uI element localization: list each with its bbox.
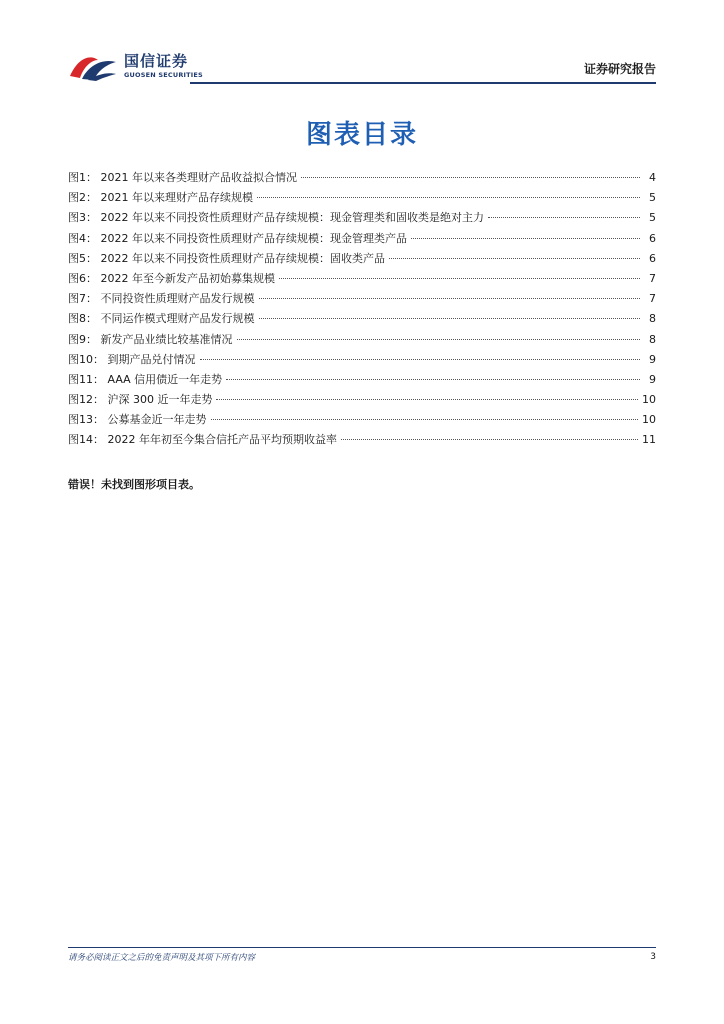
toc-item-label: 图14： 2022 年年初至今集合信托产品平均预期收益率	[68, 433, 337, 447]
toc-item-fig13[interactable]	[68, 412, 656, 432]
toc-item-label: 图9： 新发产品业绩比较基准情况	[68, 332, 233, 346]
toc-item-fig3[interactable]	[68, 210, 656, 230]
toc-item-fig2[interactable]	[68, 190, 656, 210]
toc-item-page: 5	[649, 191, 656, 205]
toc-item-fig10[interactable]	[68, 352, 656, 372]
toc-item-page: 6	[649, 251, 656, 265]
toc-leader-dots	[488, 217, 640, 218]
toc-item-page: 9	[649, 352, 656, 366]
toc-item-fig8[interactable]	[68, 311, 656, 331]
page-number: 3	[650, 952, 656, 962]
toc-leader-dots	[237, 339, 641, 340]
toc-leader-dots	[279, 278, 640, 279]
toc-item-page: 10	[642, 413, 656, 427]
guosen-logo-icon	[68, 52, 118, 82]
toc-leader-dots	[216, 399, 638, 400]
toc-item-page: 10	[642, 393, 656, 407]
toc-item-page: 8	[649, 332, 656, 346]
toc-item-label: 图7： 不同投资性质理财产品发行规模	[68, 292, 255, 306]
toc-leader-dots	[226, 379, 640, 380]
toc-item-page: 8	[649, 312, 656, 326]
toc-leader-dots	[200, 359, 641, 360]
toc-item-fig4[interactable]	[68, 231, 656, 251]
toc-error-note: 错误！未找到图形项目表。	[68, 478, 200, 491]
toc-item-label: 图1： 2021 年以来各类理财产品收益拟合情况	[68, 171, 297, 184]
toc-item-page: 9	[649, 372, 656, 386]
toc-item-label: 图4： 2022 年以来不同投资性质理财产品存续规模：现金管理类产品	[68, 231, 407, 245]
toc-item-fig7[interactable]	[68, 291, 656, 311]
toc-item-label: 图10： 到期产品兑付情况	[68, 352, 196, 366]
footer-divider	[68, 947, 656, 948]
table-of-figures	[68, 170, 656, 453]
toc-item-fig6[interactable]	[68, 271, 656, 291]
report-type-label: 证券研究报告	[583, 62, 656, 76]
header-divider	[190, 82, 656, 84]
toc-leader-dots	[341, 439, 638, 440]
toc-item-fig11[interactable]	[68, 372, 656, 392]
page-header	[68, 48, 656, 84]
toc-item-page: 4	[649, 171, 656, 184]
toc-leader-dots	[259, 298, 641, 299]
toc-item-label: 图6： 2022 年至今新发产品初始募集规模	[68, 271, 275, 285]
toc-leader-dots	[411, 238, 640, 239]
toc-item-fig12[interactable]	[68, 392, 656, 412]
toc-leader-dots	[211, 419, 639, 420]
toc-item-label: 图11： AAA 信用债近一年走势	[68, 372, 223, 386]
toc-leader-dots	[257, 197, 640, 198]
toc-leader-dots	[301, 177, 640, 178]
toc-item-label: 图3： 2022 年以来不同投资性质理财产品存续规模：现金管理类和固收类是绝对主力	[68, 211, 484, 225]
toc-item-label: 图12： 沪深 300 近一年走势	[68, 393, 213, 407]
toc-item-label: 图5： 2022 年以来不同投资性质理财产品存续规模：固收类产品	[68, 251, 385, 265]
toc-item-page: 6	[649, 231, 656, 245]
toc-item-label: 图8： 不同运作模式理财产品发行规模	[68, 312, 255, 326]
toc-item-fig14[interactable]	[68, 432, 656, 452]
toc-item-label: 图2： 2021 年以来理财产品存续规模	[68, 191, 253, 205]
toc-title: 图表目录	[305, 120, 418, 150]
toc-item-fig1[interactable]	[68, 170, 656, 190]
toc-item-label: 图13： 公募基金近一年走势	[68, 413, 207, 427]
toc-item-page: 11	[642, 433, 656, 447]
toc-item-page: 7	[649, 271, 656, 285]
brand-name-cn: 国信证券	[124, 52, 189, 70]
toc-item-page: 5	[649, 211, 656, 225]
toc-item-fig9[interactable]	[68, 332, 656, 352]
toc-item-fig5[interactable]	[68, 251, 656, 271]
toc-leader-dots	[389, 258, 640, 259]
brand-name-en: GUOSEN SECURITIES	[124, 71, 203, 79]
toc-item-page: 7	[649, 292, 656, 306]
guosen-logo	[68, 50, 208, 84]
toc-leader-dots	[259, 318, 641, 319]
footer-disclaimer: 请务必阅读正文之后的免责声明及其项下所有内容	[68, 953, 256, 963]
